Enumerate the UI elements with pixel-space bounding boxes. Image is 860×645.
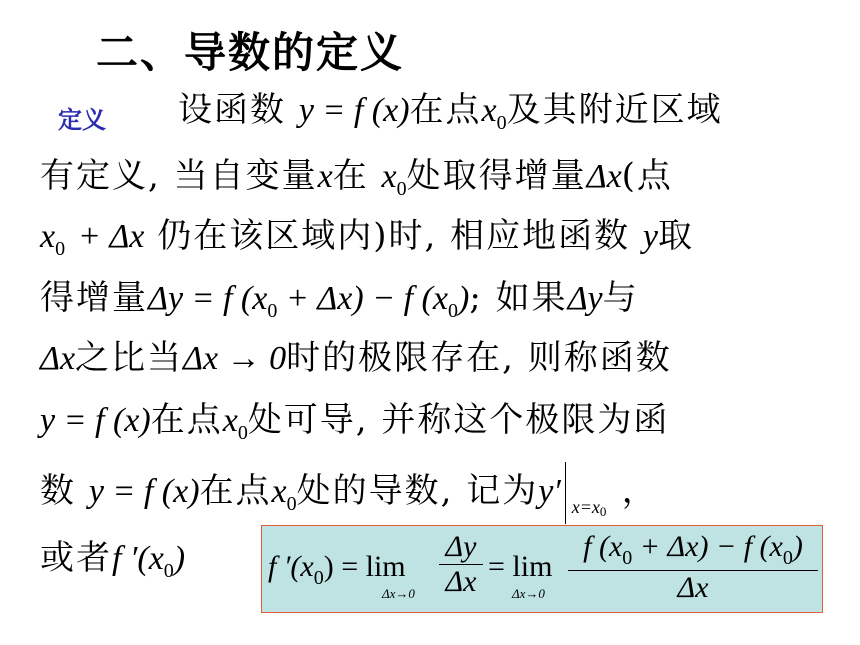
math-x0: $x_0$: [481, 92, 507, 134]
text: 处取得增量: [406, 156, 587, 196]
fraction-denominator: Δx: [445, 565, 477, 598]
text: 处的导数, 记为: [296, 471, 539, 511]
text-line-3: [40, 208, 694, 261]
text: 在点: [150, 400, 223, 440]
text: 数: [40, 471, 76, 511]
text-line-7: [40, 462, 658, 524]
derivative-formula-box: [261, 525, 823, 613]
math-dy-expression: Δy = f $(x_0 + \Delta x) - f$ $(x_0)$: [148, 280, 470, 322]
text-line-1: [178, 82, 723, 135]
text: ; 如果: [469, 278, 568, 318]
text: 处可导, 并称这个极限为函: [247, 400, 670, 440]
text: 或者: [40, 538, 112, 578]
evaluation-bar: [565, 462, 622, 524]
math-dx: Δx: [586, 158, 622, 195]
fraction-difference-quotient: [568, 530, 818, 605]
text: ，: [621, 471, 658, 511]
text: 仍在该区域内)时, 相应地函数: [157, 216, 631, 256]
text: 及其附近区域: [506, 90, 723, 130]
math-x0: $x_0$: [40, 218, 66, 260]
text-line-6: [40, 392, 669, 445]
math-dy: Δy: [567, 280, 603, 317]
fraction-dy-dx: [438, 530, 484, 599]
math-dx-to-0: Δx → 0: [183, 340, 287, 377]
definition-label: 定义: [58, 106, 106, 134]
fraction-numerator: f $(x_0 + \Delta x) - f$ $(x_0)$: [583, 530, 803, 569]
text-line-8: [40, 530, 185, 583]
math-y-prime: y′: [538, 473, 561, 510]
text: 在点: [409, 90, 482, 130]
text-line-5: [40, 330, 672, 379]
limit-subscript: Δx→0: [512, 586, 545, 601]
math-x0: $x_0$: [222, 402, 248, 444]
math-dx: Δx: [40, 340, 76, 377]
formula-equals-lim: = lim: [488, 550, 553, 583]
text: 有定义, 当自变量: [40, 156, 318, 196]
text: 在点: [199, 471, 272, 511]
limit-subscript: Δx→0: [382, 586, 415, 601]
text: 取: [658, 216, 695, 256]
text: 设函数: [178, 90, 286, 130]
text: (点: [621, 156, 673, 196]
evaluation-subscript: x=x0: [571, 497, 607, 519]
fraction-numerator: Δy: [445, 530, 477, 563]
text: 时的极限存在, 则称函数: [286, 338, 672, 378]
page-title: 二、导数的定义: [96, 28, 405, 77]
fraction-denominator: Δx: [677, 571, 709, 604]
text: 之比当: [75, 338, 184, 378]
math-y-eq-fx: y = f (x): [40, 402, 151, 439]
math-y-eq-fx: y = f (x): [298, 92, 410, 129]
math-y: y: [642, 218, 659, 255]
math-plus-dx: + Δx: [77, 218, 145, 255]
text-line-4: [40, 270, 639, 323]
formula-lhs: f $'(x_0) = \lim$: [268, 550, 406, 589]
text: 得增量: [40, 278, 148, 318]
math-x0: $x_0$: [381, 158, 407, 200]
math-fprime-x0: f $'(x_0)$: [112, 540, 186, 582]
text-line-2: [40, 148, 673, 201]
text: 在: [332, 156, 369, 196]
text: 与: [602, 278, 639, 318]
math-y-eq-fx: y = f (x): [88, 473, 200, 510]
math-x0: $x_0$: [271, 473, 297, 515]
math-x: x: [317, 158, 333, 195]
